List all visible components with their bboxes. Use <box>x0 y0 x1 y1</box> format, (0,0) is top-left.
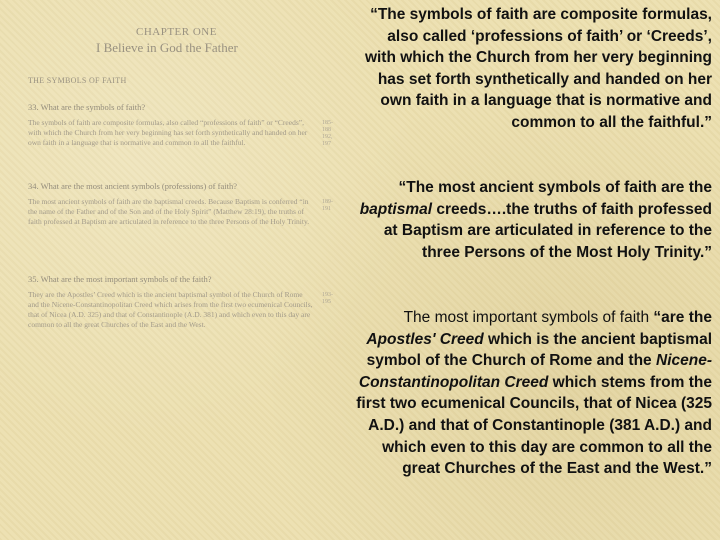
reference-35: 193-195 <box>322 292 333 305</box>
question-33: 33. What are the symbols of faith? <box>28 102 146 112</box>
answer-34: The most ancient symbols of faith are the baptismal creeds. Because Baptism is conferred “in the name of the Father and of the Son and of the Holy Spirit” (Matthew 28:19), the truths of faith professed at Baptism are articulated in reference to the three Persons of the Holy Trinity. <box>28 197 310 226</box>
faded-catechism-page <box>18 20 333 350</box>
quote3-text-b: which is the ancient baptismal symbol of the Church of Rome and the <box>366 330 712 370</box>
answer-33: The symbols of faith are composite formulas, also called “professions of faith” or “Creeds”, with which the Church from her very beginning has set forth synthetically and handed on her own faith in a language that is normative and common to all the faithful. <box>28 118 308 147</box>
question-34: 34. What are the most ancient symbols (professions) of faith? <box>28 181 237 191</box>
nicene-creed: Nicene-Constantinopolitan Creed <box>358 352 712 391</box>
chapter-label: CHAPTER ONE <box>136 26 217 38</box>
apostles-creed: Apostles' Creed <box>366 330 484 348</box>
quote3-text-c: which stems from the first two ecumenical Councils, that of Nicea (325 A.D.) and that of Constantinople (381 A.D.) and which even to this day are common to all the great Churches of the East and the West.” <box>356 373 712 478</box>
answer-35: They are the Apostles’ Creed which is the ancient baptismal symbol of the Church of Rome and the Nicene-Constantinopolitan Creed which arises from the first two ecumenical Councils, that of Nicea (A.D. 325) and that of Constantinople (A.D. 381) and which even to this day are common to all the great Churches of the East and the West. <box>28 290 313 329</box>
question-35: 35. What are the most important symbols of the faith? <box>28 274 212 284</box>
quote2-text-b: creeds….the truths of faith professed at Baptism are articulated in reference to the three Persons of the Most Holy Trinity.” <box>383 200 712 261</box>
quote-important-symbols <box>344 307 712 480</box>
reference-34: 189-191 <box>322 199 333 212</box>
chapter-title: I Believe in God the Father <box>96 40 238 55</box>
quote3-intro: The most important symbols of faith <box>403 309 654 326</box>
reference-33: 185-188 192, 197 <box>322 120 333 147</box>
running-head: THE SYMBOLS OF FAITH <box>28 76 127 85</box>
quote2-text-a: “The most ancient symbols of faith are the <box>398 179 712 196</box>
quote-ancient-symbols <box>352 177 712 263</box>
quote-symbols-of-faith: “The symbols of faith are composite formulas, also called ‘professions of faith’ or ‘Creeds’, with which the Church from her very beginning has set forth synthetically and handed on her own faith in a language that is normative and common to all the faithful.” <box>364 6 712 131</box>
quote2-italic: baptismal <box>359 200 433 218</box>
quote3-text-a: “are the <box>653 309 712 326</box>
